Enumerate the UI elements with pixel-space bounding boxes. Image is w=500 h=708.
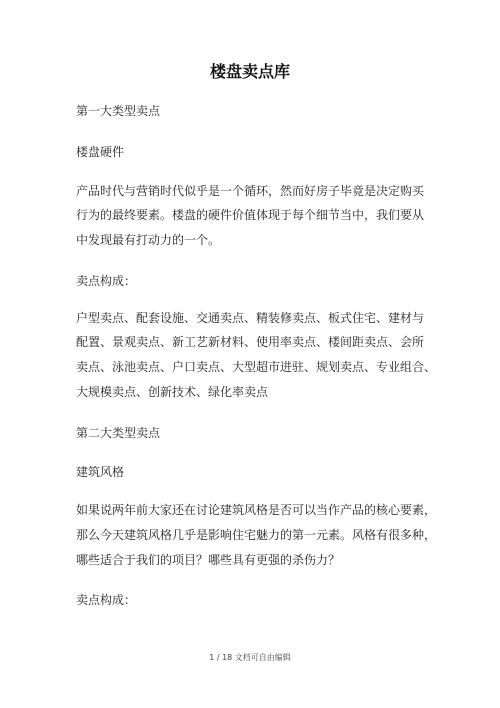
text-line: 配置、景观卖点、新工艺新材料、使用率卖点、楼间距卖点、会所 <box>76 335 425 349</box>
text-line: 大规模卖点、创新技术、绿化率卖点 <box>76 385 269 399</box>
text-line: 那么今天建筑风格几乎是影响住宅魅力的第一元素。风格有很多种， <box>76 528 437 542</box>
section1-subheading: 楼盘硬件 <box>76 145 125 159</box>
section2-subheading: 建筑风格 <box>76 465 125 479</box>
section1-heading: 第一大类型卖点 <box>76 104 161 118</box>
text-line: 中发现最有打动力的一个。 <box>76 233 221 247</box>
page-title: 楼盘卖点库 <box>209 62 290 81</box>
section2-heading: 第二大类型卖点 <box>76 426 161 440</box>
section1-composition-label: 卖点构成： <box>76 274 137 288</box>
section2-composition-label: 卖点构成： <box>76 593 137 607</box>
text-line: 哪些适合于我们的项目？哪些具有更强的杀伤力？ <box>76 553 341 567</box>
text-line: 产品时代与营销时代似乎是一个循环，然而好房子毕竟是决定购买 <box>76 184 425 198</box>
text-line: 如果说两年前大家还在讨论建筑风格是否可以当作产品的核心要素， <box>76 503 437 517</box>
text-line: 卖点、泳池卖点、户口卖点、大型超市进驻、规划卖点、专业组合、 <box>76 360 437 374</box>
text-line: 行为的最终要素。楼盘的硬件价值体现于每个细节当中，我们要从 <box>76 208 425 222</box>
text-line: 户型卖点、配套设施、交通卖点、精装修卖点、板式住宅、建材与 <box>76 311 425 325</box>
page-footer: 1 / 18 文档可自由编辑 <box>209 653 291 662</box>
